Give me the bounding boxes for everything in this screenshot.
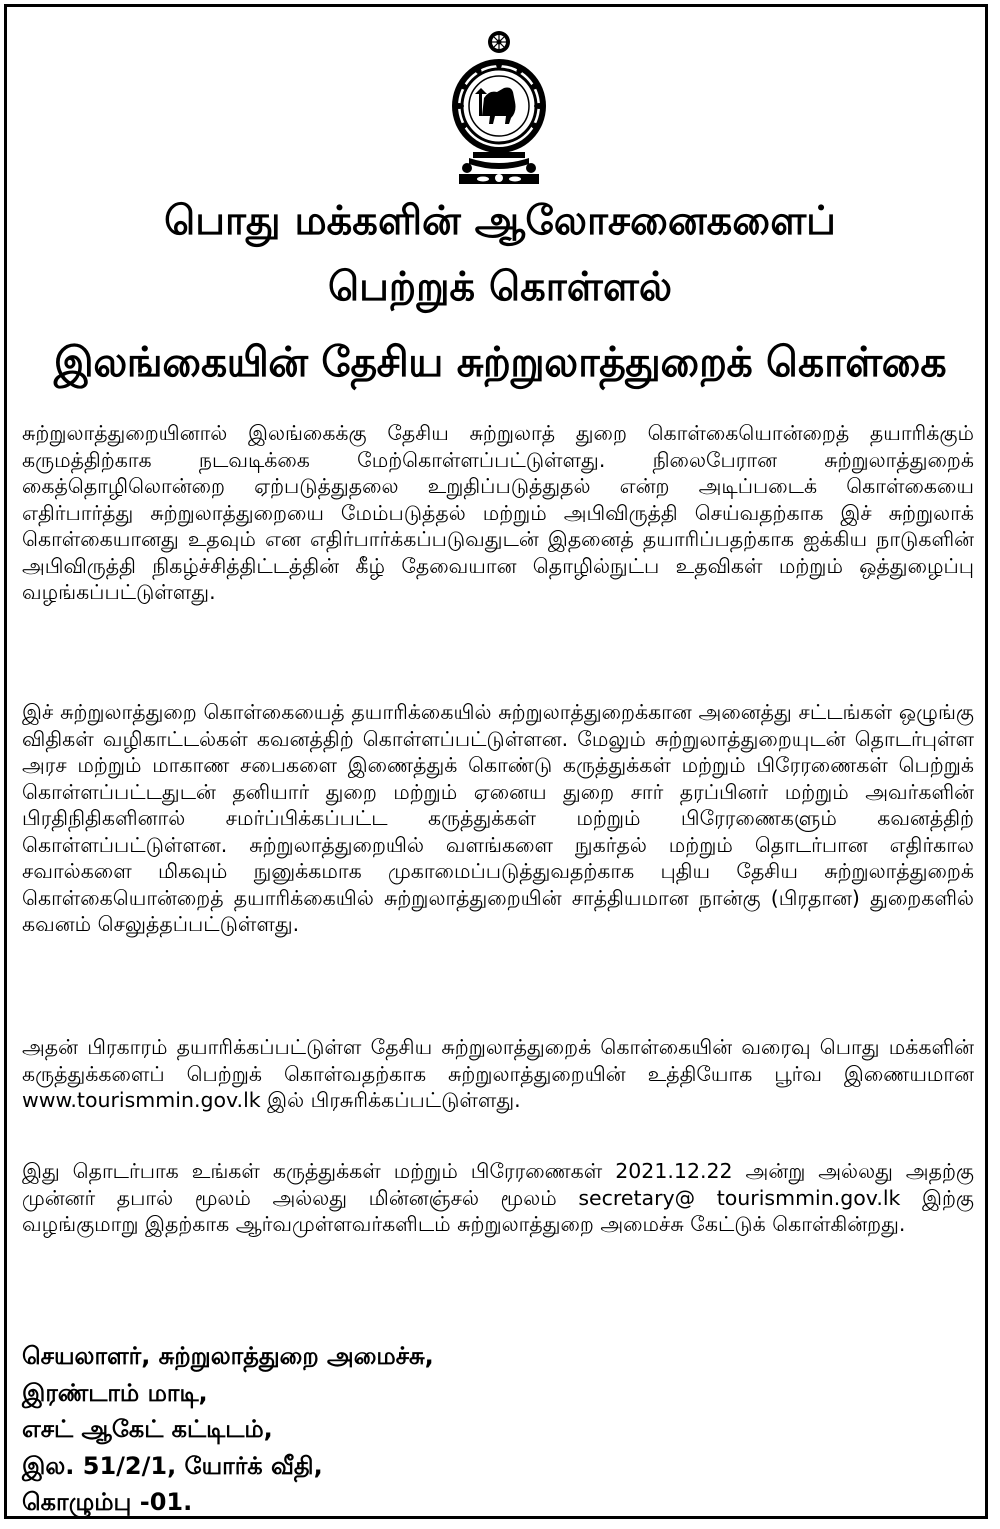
- signature-line-2: இரண்டாம் மாடி,: [22, 1378, 208, 1407]
- body-paragraph-2: இச் சுற்றுலாத்துறை கொள்கையைத் தயாரிக்கையில் சுற்றுலாத்துறைக்கான அனைத்து சட்டங்கள் ஒழுங்கு விதிகள் வழிகாட்டல்கள் கவனத்திற் கொள்ளப்பட்டுள்ளன. மேலும் சுற்றுலாத்துறையுடன் தொடர்புள்ள அரச மற்றும் மாகாண சபைகளை இணைத்துக் கொண்டு கருத்துக்கள் மற்றும் பிரேரணைகள் பெற்றுக் கொள்ளப்பட்டதுடன் தனியார் துறை மற்றும் ஏனைய துறை சார் தரப்பினர் மற்றும் அவர்களின் பிரதிநிதிகளினால் சமர்ப்பிக்கப்பட்ட கருத்துக்கள் மற்றும் பிரேரணைகளும் கவனத்திற் கொள்ளப்பட்டுள்ளன. சுற்றுலாத்துறையில் வளங்களை நுகர்தல் மற்றும் தொடர்பான எதிர்கால சவால்களை மிகவும் நுனுக்கமாக முகாமைப்படுத்துவதற்காக புதிய தேசிய சுற்றுலாத்துறைக் கொள்கையொன்றைத் தயாரிக்கையில் சுற்றுலாத்துறையின் சாத்தியமான நான்கு (பிரதான) துறைகளில் கவனம் செலுத்தப்பட்டுள்ளது.: [22, 700, 974, 936]
- signature-line-1: செயலாளர், சுற்றுலாத்துறை அமைச்சு,: [22, 1342, 434, 1370]
- heading-title: இலங்கையின் தேசிய சுற்றுலாத்துறைக் கொள்கை: [53, 338, 947, 386]
- body-paragraph-4: இது தொடர்பாக உங்கள் கருத்துக்கள் மற்றும் பிரேரணைகள் 2021.12.22 அன்று அல்லது அதற்கு முன்னர் தபால் மூலம் அல்லது மின்னஞ்சல் மூலம் secretary@ tourismmin.gov.lk இற்கு வழங்குமாறு இதற்காக ஆர்வமுள்ளவர்களிடம் சுற்றுலாத்துறை அமைச்சு கேட்டுக் கொள்கின்றது.: [22, 1159, 974, 1236]
- body-paragraph-3: அதன் பிரகாரம் தயாரிக்கப்பட்டுள்ள தேசிய சுற்றுலாத்துறைக் கொள்கையின் வரைவு பொது மக்களின் கருத்துக்களைப் பெற்றுக் கொள்வதற்காக சுற்றுலாத்துறையின் உத்தியோக பூர்வ இணையமான www.tourismmin.gov.lk இல் பிரசுரிக்கப்பட்டுள்ளது.: [22, 1035, 974, 1112]
- heading-line-1: பொது மக்களின் ஆலோசனைகளைப்: [164, 198, 836, 244]
- signature-block: [22, 1338, 434, 1521]
- signature-line-4: இல. 51/2/1, யோர்க் வீதி,: [22, 1451, 323, 1480]
- signature-line-5: கொழும்பு -01.: [22, 1488, 193, 1516]
- national-emblem-icon: [449, 28, 549, 190]
- heading-line-2: பெற்றுக் கொள்ளல்: [327, 264, 673, 310]
- body-paragraph-1: சுற்றுலாத்துறையினால் இலங்கைக்கு தேசிய சுற்றுலாத் துறை கொள்கையொன்றைத் தயாரிக்கும் கருமத்திற்காக நடவடிக்கை மேற்கொள்ளப்பட்டுள்ளது. நிலைபேரான சுற்றுலாத்துறைக் கைத்தொழிலொன்றை ஏற்படுத்துதலை உறுதிப்படுத்துதல் என்ற அடிப்படைக் கொள்கையை எதிர்பார்த்து சுற்றுலாத்துறையை மேம்படுத்தல் மற்றும் அபிவிருத்தி செய்வதற்காக இச் சுற்றுலாக் கொள்கையானது உதவும் என எதிர்பார்க்கப்படுவதுடன் இதனைத் தயாரிப்பதற்காக ஐக்கிய நாடுகளின் அபிவிருத்தி நிகழ்ச்சித்திட்டத்தின் கீழ் தேவையான தொழில்நுட்ப உதவிகள் மற்றும் ஒத்துழைப்பு வழங்கப்பட்டுள்ளது.: [22, 421, 974, 604]
- signature-line-3: எசட் ஆகேட் கட்டிடம்,: [22, 1415, 273, 1443]
